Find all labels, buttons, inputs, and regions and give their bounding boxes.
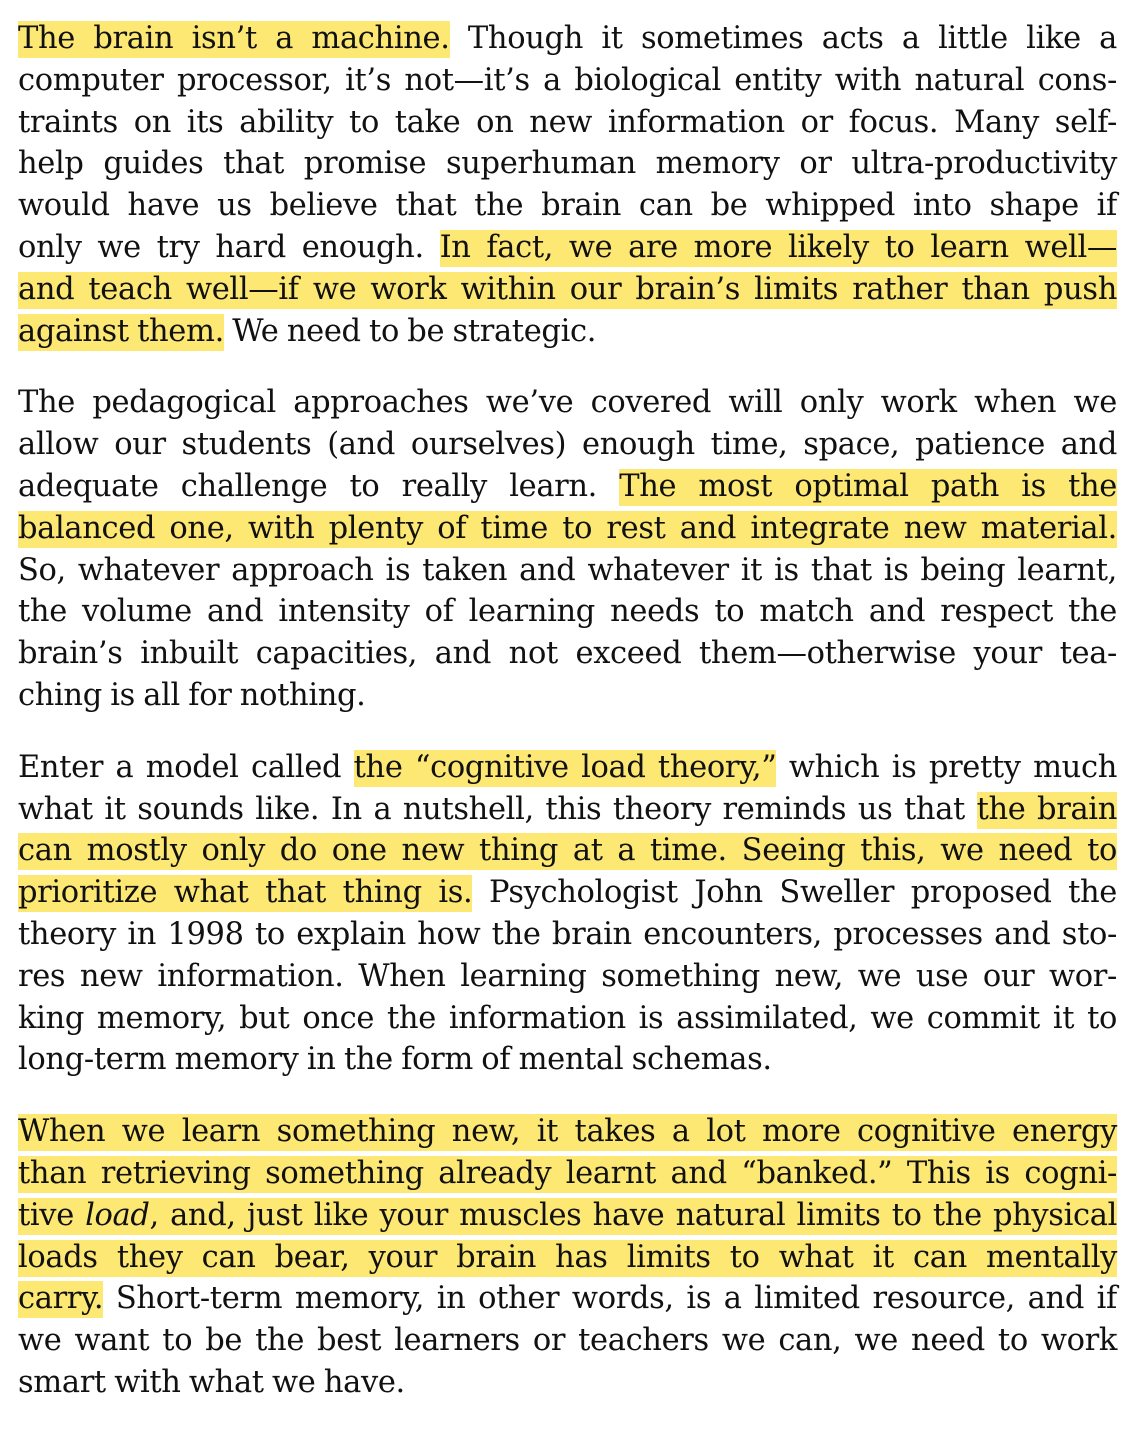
text-line xyxy=(18,1320,1117,1362)
text-line xyxy=(18,1362,1117,1404)
text-line xyxy=(18,1039,1117,1081)
highlighted-text: In fact, we are more likely to learn well— xyxy=(439,229,1118,265)
text-segment: traints on its ability to take on new information or focus. Many self- xyxy=(18,104,1117,140)
text-line xyxy=(18,830,1117,872)
highlighted-text: prioritize what that thing is. xyxy=(18,875,473,911)
text-segment: we want to be the best learners or teachers we can, we need to work xyxy=(18,1323,1117,1359)
highlighted-text: When we learn something new, it takes a lot more cognitive energy xyxy=(18,1114,1117,1150)
text-line xyxy=(18,914,1117,956)
text-line xyxy=(18,143,1117,185)
highlighted-text: and teach well—if we work within our brain’s limits rather than push xyxy=(18,271,1117,307)
text-line xyxy=(18,998,1117,1040)
paragraph xyxy=(18,18,1117,352)
text-line xyxy=(18,269,1117,311)
highlighted-text: load xyxy=(85,1197,150,1233)
highlighted-text: balanced one, with plenty of time to rest and integrate new material. xyxy=(18,510,1117,546)
text-segment: Psychologist John Sweller proposed the xyxy=(472,875,1117,911)
paragraph xyxy=(18,382,1117,716)
highlighted-text: , and, just like your muscles have natural limits to the physical xyxy=(149,1197,1117,1233)
text-line xyxy=(18,789,1117,831)
text-line xyxy=(18,102,1117,144)
text-line xyxy=(18,1153,1117,1195)
text-line xyxy=(18,956,1117,998)
highlighted-text: than retrieving something already learnt and “banked.” This is cogni- xyxy=(18,1155,1117,1191)
text-line xyxy=(18,508,1117,550)
text-segment: Short-term memory, in other words, is a limited resource, and if xyxy=(103,1281,1117,1317)
text-line xyxy=(18,633,1117,675)
text-segment: king memory, but once the information is assimilated, we commit it to xyxy=(18,1000,1117,1036)
text-line xyxy=(18,747,1117,789)
text-line xyxy=(18,591,1117,633)
text-line xyxy=(18,60,1117,102)
paragraph xyxy=(18,747,1117,1081)
text-segment: what it sounds like. In a nutshell, this theory reminds us that xyxy=(18,791,977,827)
highlighted-text: tive xyxy=(18,1197,86,1233)
highlighted-text: can mostly only do one new thing at a time. Seeing this, we need to xyxy=(18,833,1117,869)
paragraph xyxy=(18,1111,1117,1404)
text-segment: ching is all for nothing. xyxy=(18,677,366,713)
text-line xyxy=(18,550,1117,592)
highlighted-text: the brain xyxy=(976,791,1117,827)
text-segment: which is pretty much xyxy=(776,749,1117,785)
highlighted-text: The brain isn’t a machine. xyxy=(18,21,450,56)
text-line xyxy=(18,1237,1117,1279)
text-segment: brain’s inbuilt capacities, and not exceed them—otherwise your tea- xyxy=(18,636,1117,672)
text-segment: adequate challenge to really learn. xyxy=(18,468,620,504)
text-segment: The pedagogical approaches we’ve covered will only work when we xyxy=(18,385,1117,421)
text-line xyxy=(18,185,1117,227)
text-segment: So, whatever approach is taken and whatever it is that is being learnt, xyxy=(18,552,1117,588)
text-line xyxy=(18,424,1117,466)
highlighted-text: loads they can bear, your brain has limits to what it can mentally xyxy=(18,1239,1117,1275)
text-segment: long-term memory in the form of mental schemas. xyxy=(18,1042,772,1078)
highlighted-text: carry. xyxy=(18,1281,104,1317)
text-line xyxy=(18,18,1117,60)
text-segment: only we try hard enough. xyxy=(18,229,440,265)
text-line xyxy=(18,227,1117,269)
text-segment: Enter a model called xyxy=(18,749,354,785)
text-line xyxy=(18,1195,1117,1237)
text-segment: We need to be strategic. xyxy=(223,313,597,349)
text-segment: help guides that promise superhuman memory or ultra-productivity xyxy=(18,146,1117,182)
text-line xyxy=(18,311,1117,353)
text-line xyxy=(18,675,1117,717)
text-line xyxy=(18,872,1117,914)
text-segment: allow our students (and ourselves) enough time, space, patience and xyxy=(18,427,1117,463)
text-segment: smart with what we have. xyxy=(18,1364,405,1400)
text-segment: the volume and intensity of learning needs to match and respect the xyxy=(18,594,1117,630)
highlighted-text: The most optimal path is the xyxy=(619,468,1117,504)
text-segment: res new information. When learning something new, we use our wor- xyxy=(18,958,1117,994)
text-line xyxy=(18,1111,1117,1153)
text-segment: Though it sometimes acts a little like a xyxy=(449,21,1118,56)
text-segment: theory in 1998 to explain how the brain encounters, processes and sto- xyxy=(18,916,1117,952)
text-segment: computer processor, it’s not—it’s a biological entity with natural cons- xyxy=(18,62,1117,98)
highlighted-text: the “cognitive load theory,” xyxy=(353,749,777,785)
text-line xyxy=(18,1278,1117,1320)
text-line xyxy=(18,382,1117,424)
text-line xyxy=(18,466,1117,508)
text-page xyxy=(18,18,1117,1434)
text-segment: would have us believe that the brain can be whipped into shape if xyxy=(18,188,1117,224)
highlighted-text: against them. xyxy=(18,313,224,349)
